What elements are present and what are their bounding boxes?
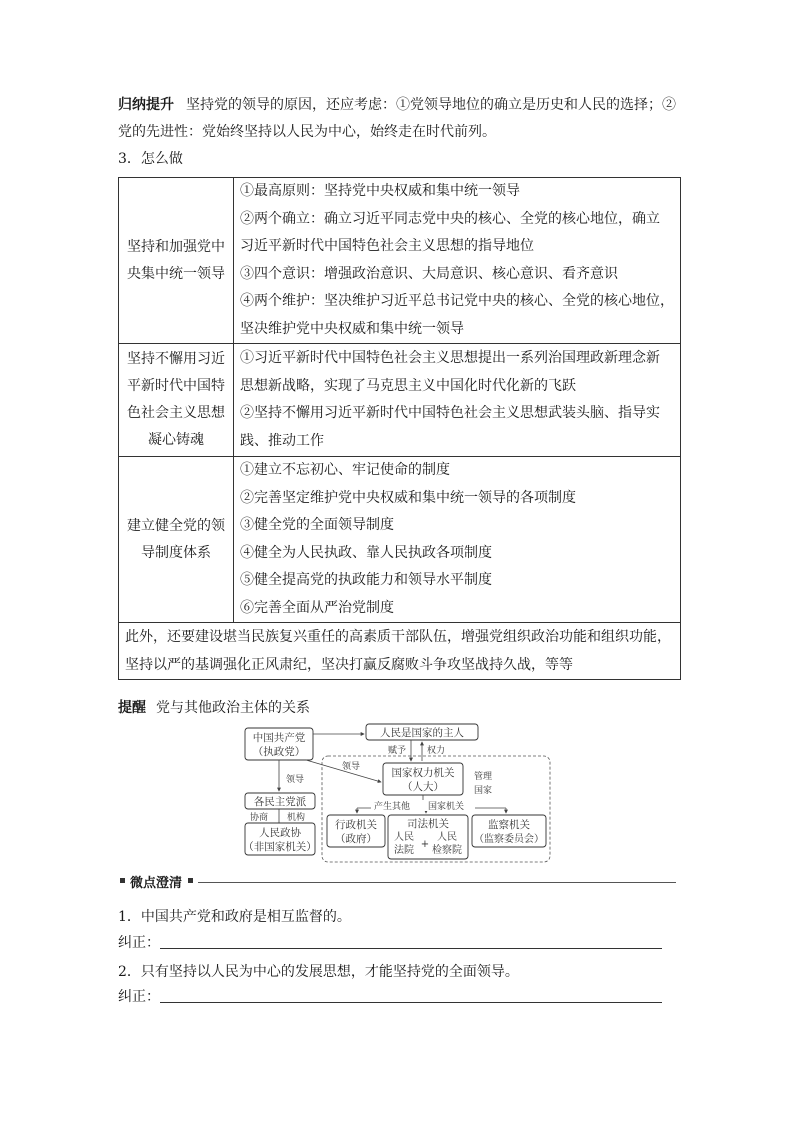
tip-text: 党与其他政治主体的关系 [156, 700, 310, 716]
court-label: 人民 [394, 832, 414, 843]
content-line: ③四个意识：增强政治意识、大局意识、核心意识、看齐意识 [240, 265, 618, 282]
correction-2 [118, 986, 160, 1006]
clarification-header [118, 872, 676, 892]
produce-label: 产生其他 [374, 802, 411, 812]
label-line: 凝心铸魂 [148, 432, 204, 448]
state-organs-label: 国家机关 [428, 802, 465, 812]
tip-label: 提醒 [118, 700, 146, 716]
organ-label: 机构 [287, 813, 306, 823]
square-bullet-icon [188, 878, 193, 883]
consult-label: 协商 [250, 813, 269, 823]
label-line: 平新时代中国特 [127, 378, 225, 394]
content-line: ③健全党的全面领导制度 [240, 517, 394, 533]
correction-1 [118, 932, 160, 952]
question-2: 2．只有坚持以人民为中心的发展思想，才能坚持党的全面领导。 [118, 964, 519, 980]
npc-sub: （人大） [402, 781, 444, 793]
cppcc-label: 人民政协 [259, 827, 301, 839]
content-line: ④健全为人民执政、靠人民执政各项制度 [240, 544, 492, 561]
content-line: 践、推动工作 [240, 432, 324, 449]
lead-label-1: 领导 [342, 762, 361, 772]
table-row [119, 344, 681, 457]
row-label [119, 178, 234, 344]
note-line: 此外，还要建设堪当民族复兴重任的高素质干部队伍，增强党组织政治功能和组织功能， [125, 629, 671, 645]
label-line: 导制度体系 [141, 544, 211, 561]
summary-text-1: 坚持党的领导的原因，还应考虑：①党领导地位的确立是历史和人民的选择；② [186, 97, 676, 113]
table-row [119, 623, 681, 680]
content-line: ②坚持不懈用习近平新时代中国特色社会主义思想武装头脑、指导实 [240, 405, 660, 421]
row-label [119, 457, 234, 623]
judicial-label: 司法机关 [407, 818, 449, 830]
plus-sign: + [420, 839, 430, 850]
label-line: 色社会主义思想 [127, 405, 225, 421]
content-line: ①建立不忘初心、牢记使命的制度 [240, 462, 450, 478]
header-rule [198, 882, 676, 883]
row-content [234, 344, 681, 457]
label-line: 坚持和加强党中 [127, 238, 225, 255]
summary-label: 归纳提升 [118, 97, 174, 113]
content-line: 坚决维护党中央权威和集中统一领导 [240, 320, 464, 337]
content-line: ④两个维护：坚决维护习近平总书记党中央的核心、全党的核心地位， [240, 293, 674, 309]
people-label: 人民是国家的主人 [380, 727, 464, 739]
correction-label: 纠正： [118, 935, 160, 951]
tip [118, 697, 310, 717]
row-content [234, 178, 681, 344]
superv-sub: （监察委员会） [474, 834, 544, 845]
content-line: 思想新战略，实现了马克思主义中国化时代化新的飞跃 [240, 377, 576, 394]
content-line: ①最高原则：坚持党中央权威和集中统一领导 [240, 183, 520, 199]
content-line: 习近平新时代中国特色社会主义思想的指导地位 [240, 238, 534, 254]
row-content [234, 457, 681, 623]
table-row [119, 457, 681, 623]
note-line: 坚持以严的基调强化正风肃纪，坚决打赢反腐败斗争攻坚战持久战，等等 [125, 657, 573, 673]
content-line: ①习近平新时代中国特色社会主义思想提出一系列治国理政新理念新 [240, 350, 660, 366]
npc-label: 国家权力机关 [391, 767, 455, 779]
manage-label: 管理 [474, 772, 493, 782]
power-label: 权力 [427, 746, 446, 756]
cpc-label: 中国共产党 [252, 732, 306, 744]
content-line: ⑤健全提高党的执政能力和领导水平制度 [240, 572, 492, 588]
content-line: ⑥完善全面从严治党制度 [240, 599, 394, 616]
summary-paragraph [118, 92, 678, 173]
answer-line-1[interactable] [160, 948, 662, 949]
grant-label: 赋予 [387, 746, 406, 756]
court-sub: 法院 [394, 845, 414, 856]
summary-line-1 [118, 92, 678, 119]
cppcc-sub: （非国家机关） [243, 841, 317, 853]
label-line: 坚持不懈用习近 [127, 351, 225, 367]
procur-label: 人民 [437, 832, 457, 843]
label-line: 建立健全党的领 [127, 517, 225, 534]
summary-text-2: 党的先进性：党始终坚持以人民为中心，始终走在时代前列。 [118, 124, 496, 140]
row-label [119, 344, 234, 457]
content-line: ②完善坚定维护党中央权威和集中统一领导的各项制度 [240, 489, 576, 506]
relationship-diagram [240, 720, 555, 865]
table-row [119, 178, 681, 344]
admin-sub: （政府） [335, 833, 377, 845]
admin-label: 行政机关 [335, 819, 377, 831]
lead-label-2: 领导 [286, 775, 305, 785]
answer-line-2[interactable] [160, 1002, 662, 1003]
square-bullet-icon [120, 878, 125, 883]
content-line: ②两个确立：确立习近平同志党中央的核心、全党的核心地位，确立 [240, 210, 660, 227]
cpc-sub: （执政党） [252, 746, 306, 758]
parties-label: 各民主党派 [253, 796, 307, 808]
measures-table [118, 177, 681, 680]
correction-label: 纠正： [118, 989, 160, 1005]
superv-label: 监察机关 [488, 819, 530, 831]
procur-sub: 检察院 [432, 845, 462, 856]
table-note [119, 623, 681, 680]
country-label: 国家 [474, 786, 493, 796]
label-line: 央集中统一领导 [127, 265, 225, 282]
question-1: 1．中国共产党和政府是相互监督的。 [118, 909, 351, 925]
clarification-title: 微点澄清 [130, 876, 183, 891]
section-heading: 3．怎么做 [118, 151, 183, 167]
